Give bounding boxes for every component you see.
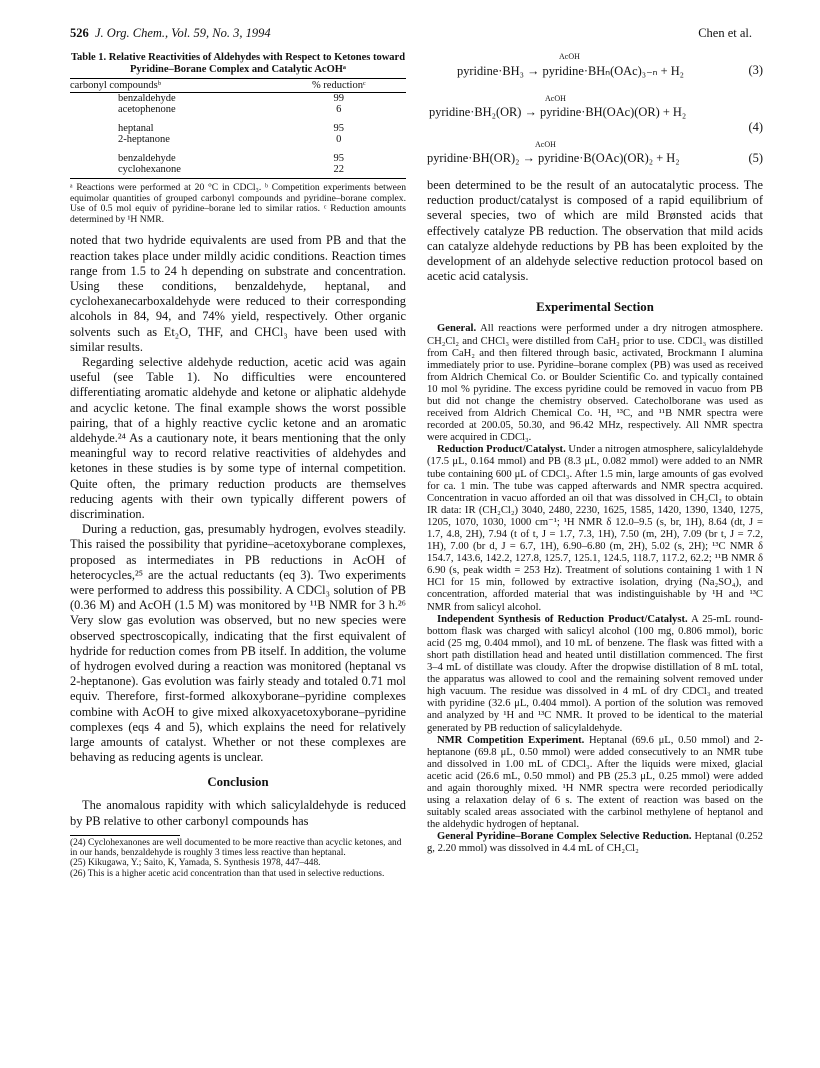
exp-general-text: All reactions were performed under a dry nitrogen atmosphere. CH₂Cl₂ and CHCl₃ were distilled from CaH₂ prior to use. CDCl₃ was distilled from CaH₂ and then filtered through basic, activated, Brockmann I alumina immediately prior to use. Pyridine–borane complex (PB) was used as received from Aldrich Chemical Co. or Boulder Scientific Co. and typically contained 10 mol % pyridine. The excess pyridine could be removed in vacuo from PB but did not change the chemistry observed. Catecholborane was used as received from Aldrich Chemical Co. ¹H, ¹³C, and ¹¹B NMR spectra were recorded at 200.05, 50.30, and 96.42 MHz, respectively. All NMR spectra were acquired in CDCl₃.	[427, 323, 763, 444]
eq3-catalyst-label: AcOH	[559, 52, 580, 61]
cell-value: 99	[333, 93, 345, 104]
right-column	[427, 52, 763, 856]
paragraph: noted that two hydride equivalents are used from PB and that the reaction takes place under mildly acidic conditions. Reaction times range from 1.5 to 24 h depending on substrate and concentration. Using these conditions, benzaldehyde, heptanal, and cyclohexanecarboxaldehyde were reduced to their corresponding alcohols in 84, 94, and 74% yield, respectively. Other organic solvents such as Et₂O, THF, and CHCl₃ have been used with similar results.	[70, 233, 406, 354]
running-head-authors: Chen et al.	[698, 26, 752, 40]
exp-independent-synthesis-text: A 25-mL round-bottom flask was charged with salicyl alcohol (100 mg, 0.806 mmol), boric acid (25 mg, 0.404 mmol), and 10 mL of benzene. The flask was fitted with a short path distillation head and heated until distillation commenced. The first 3–4 mL of distillate was cloudy. After the dropwise distillation of 8 mL total, the apparatus was allowed to cool and the remaining solvent removed under high vacuum. The residue was dissolved in 4 mL of dry CDCl₃ and treated with pyridine (32.6 μL, 0.404 mmol). A portion of the solution was removed and analyzed by ¹H and ¹³C NMR. It proved to be identical to the material generated by PB reduction of salicylaldehyde.	[427, 613, 764, 734]
table-row	[70, 104, 406, 115]
eq3-number: (3)	[748, 63, 763, 77]
section-heading-conclusion: Conclusion	[207, 775, 269, 790]
table-row	[70, 123, 406, 134]
cell-compound: 2-heptanone	[118, 134, 170, 145]
exp-nmr-competition-text: Heptanal (69.6 μL, 0.50 mmol) and 2-heptanone (69.8 μL, 0.50 mmol) were added consecutively to an NMR tube and dissolved in 1.00 mL of CDCl₃. After the liquids were mixed, glacial acetic acid (26.6 mL, 0.50 mmol) and PB (25.3 μL, 0.25 mmol) were added and again thoroughly mixed. ¹H NMR spectra were recorded periodically using a relaxation delay of 6 s. The extent of reaction was based on the suitably scaled areas associated with the carbinol methylene of heptanol and the aldehydic hydrogen of heptanal.	[427, 734, 763, 831]
footnote-24: (24) Cyclohexanones are well documented to be more reactive than acyclic ketones, and in our hands, benzaldehyde is roughly 3 times less reactive than heptanal.	[70, 837, 402, 859]
exp-independent-synthesis	[427, 614, 763, 735]
left-column	[70, 52, 406, 879]
subheading-nmr-competition: NMR Competition Experiment.	[437, 734, 585, 746]
cell-compound: heptanal	[118, 123, 154, 134]
subheading-general: General.	[437, 323, 477, 335]
cell-value: 6	[336, 104, 342, 115]
cell-compound: benzaldehyde	[118, 93, 176, 104]
cell-value: 95	[333, 123, 345, 134]
subheading-independent-synthesis: Independent Synthesis of Reduction Product/Catalyst.	[437, 613, 688, 625]
journal-citation: J. Org. Chem., Vol. 59, No. 3, 1994	[95, 26, 271, 40]
table-footnote: ᵃ Reactions were performed at 20 °C in CDCl₃. ᵇ Competition experiments between equimolar quantities of grouped carbonyl compounds and pyridine–borane complex. Use of 0.5 mol equiv of pyridine–borane led to similar ratios. ᶜ Reduction amounts determined by ¹H NMR.	[70, 182, 406, 225]
exp-reduction-product-text: Under a nitrogen atmosphere, salicylaldehyde (17.5 μL, 0.164 mmol) and PB (8.3 μL, 0.082 mmol) were added to an NMR tube containing 600 μL of CDCl₃. After 1.5 min, large amounts of gas evolved for ca. 1 min. The tube was capped afterwards and NMR spectra acquired. Concentration in vacuo afforded an oil that was dissolved in CH₂Cl₂ to obtain IR data: IR (CH₂Cl₂) 3040, 2480, 2230, 1625, 1585, 1420, 1390, 1340, 1275, 1205, 1070, 1030, 1000 cm⁻¹; ¹H NMR δ 12.0–9.5 (s, br, 1H), 8.64 (dt, J = 1.7, 4.8, 2H), 7.94 (t of t, J = 1.7, 7.3, 1H), 7.50 (m, 2H), 7.09 (br t, J = 7.2, 1H), 7.00 (br d, J = 6.7, 1H), 6.90–6.80 (m, 2H), 5.02 (s, 2H); ¹³C NMR δ 154.7, 143.6, 142.2, 127.8, 125.7, 125.1, 124.5, 118.7, 117.2, 62.2; ¹¹B NMR δ 6.90 (s, peak width = 253 Hz). Treatment of solutions containing 1 with 1 N HCl for 15 min, followed by extractive isolation, drying (Na₂SO₄), and concentration, afforded material that was indistinguishable by ¹H and ¹³C NMR from salicyl alcohol.	[427, 444, 763, 613]
running-head-left	[70, 26, 271, 41]
table-row	[70, 134, 406, 145]
exp-general-selective-text: Heptanal (0.252 g, 2.20 mmol) was dissolved in 4.4 mL of CH₂Cl₂	[427, 831, 763, 855]
table-header-compounds: carbonyl compoundsᵇ	[70, 79, 272, 93]
equation-3	[427, 52, 763, 80]
cell-value: 22	[272, 164, 406, 179]
subheading-reduction-product: Reduction Product/Catalyst.	[437, 444, 566, 456]
cell-value: 95	[333, 153, 345, 164]
table-row	[70, 93, 406, 105]
subheading-general-selective: General Pyridine–Borane Complex Selective Reduction.	[437, 831, 692, 843]
eq4-text: pyridine·BH₂(OR) → pyridine·BH(OAc)(OR) + H₂	[429, 105, 687, 119]
table-1	[70, 78, 406, 179]
exp-general-selective	[427, 831, 763, 855]
paragraph: been determined to be the result of an autocatalytic process. The reduction product/catalyst is composed of a rapid equilibrium of several species, two of which are mild Brønsted acids that effectively catalyze PB reduction. The observation that mild acids can catalyze aldehyde reductions by PB has been exploited by the development of an aldehyde selective reduction protocol based on acetic acid catalysis.	[427, 178, 763, 284]
footnote-25: (25) Kikugawa, Y.; Saito, K, Yamada, S. Synthesis 1978, 447–448.	[70, 858, 321, 869]
table-row	[70, 153, 406, 164]
table-caption: Table 1. Relative Reactivities of Aldehydes with Respect to Ketones toward Pyridine–Borane Complex and Catalytic AcOHᵃ	[70, 52, 406, 75]
eq4-catalyst-label: AcOH	[545, 94, 566, 103]
paragraph: The anomalous rapidity with which salicylaldehyde is reduced by PB relative to other carbonyl compounds has	[70, 798, 406, 828]
eq4-number: (4)	[748, 120, 763, 134]
table-row	[70, 164, 406, 179]
eq5-number: (5)	[748, 151, 763, 165]
table-header-reduction: % reductionᶜ	[272, 79, 406, 93]
exp-general	[427, 323, 763, 444]
page-number: 526	[70, 26, 89, 40]
eq5-catalyst-label: AcOH	[535, 140, 556, 149]
paragraph: Regarding selective aldehyde reduction, acetic acid was again useful (see Table 1). No difficulties were encountered differentiating aromatic aldehyde and ketone or aliphatic aldehyde and acyclic ketone. The final example shows the worst possible pairing, that of a highly reactive cyclic ketone and an aromatic aldehyde.²⁴ As a cautionary note, it bears mentioning that the only meaningful way to record relative reactivities of aldehydes and ketones in these studies is by some type of internal competition. Quite often, the primary reduction products are themselves reducing agents with their own typically different powers of discrimination.	[70, 355, 406, 522]
exp-reduction-product	[427, 444, 763, 613]
cell-compound: cyclohexanone	[70, 164, 272, 179]
footnote-rule	[70, 835, 180, 836]
exp-nmr-competition	[427, 735, 763, 832]
cell-value: 0	[336, 134, 342, 145]
cell-compound: benzaldehyde	[118, 153, 176, 164]
cell-compound: acetophenone	[118, 104, 176, 115]
equation-4	[427, 94, 763, 134]
equation-5	[427, 140, 763, 168]
eq3-text: pyridine·BH₃ → pyridine·BHₙ(OAc)₃₋ₙ + H₂	[457, 64, 685, 78]
section-heading-experimental: Experimental Section	[536, 300, 654, 315]
eq5-text: pyridine·BH(OR)₂ → pyridine·B(OAc)(OR)₂ + H₂	[427, 151, 680, 165]
paragraph: During a reduction, gas, presumably hydrogen, evolves steadily. This raised the possibility that pyridine–acetoxyborane complexes, proposed as intermediates in PB reductions in AcOH of heterocycles,²⁵ are the actual reductants (eq 3). Two experiments were performed to address this possibility. A CDCl₃ solution of PB (0.36 M) and AcOH (1.5 M) was monitored by ¹¹B NMR for 3 h.²⁶ Very slow gas evolution was observed, but no new species were observed spectroscopically, indicating that the first equivalent of hydride for reduction comes from PB itself. In addition, the volume of hydrogen evolved during a reaction was monitored (heptanal vs 2-heptanone). Gas evolution was fairly steady and totaled 0.71 mol equiv. Therefore, first-formed alkoxyborane–pyridine complexes combine with AcOH to give mixed alkoxyacetoxyborane–pyridine complexes (eqs 4 and 5), which explains the need for relatively large amounts of catalyst. Whether or not these complexes are behaving as reducing agents is unclear.	[70, 522, 406, 765]
footnote-26: (26) This is a higher acetic acid concentration than that used in selective reductions.	[70, 868, 385, 879]
